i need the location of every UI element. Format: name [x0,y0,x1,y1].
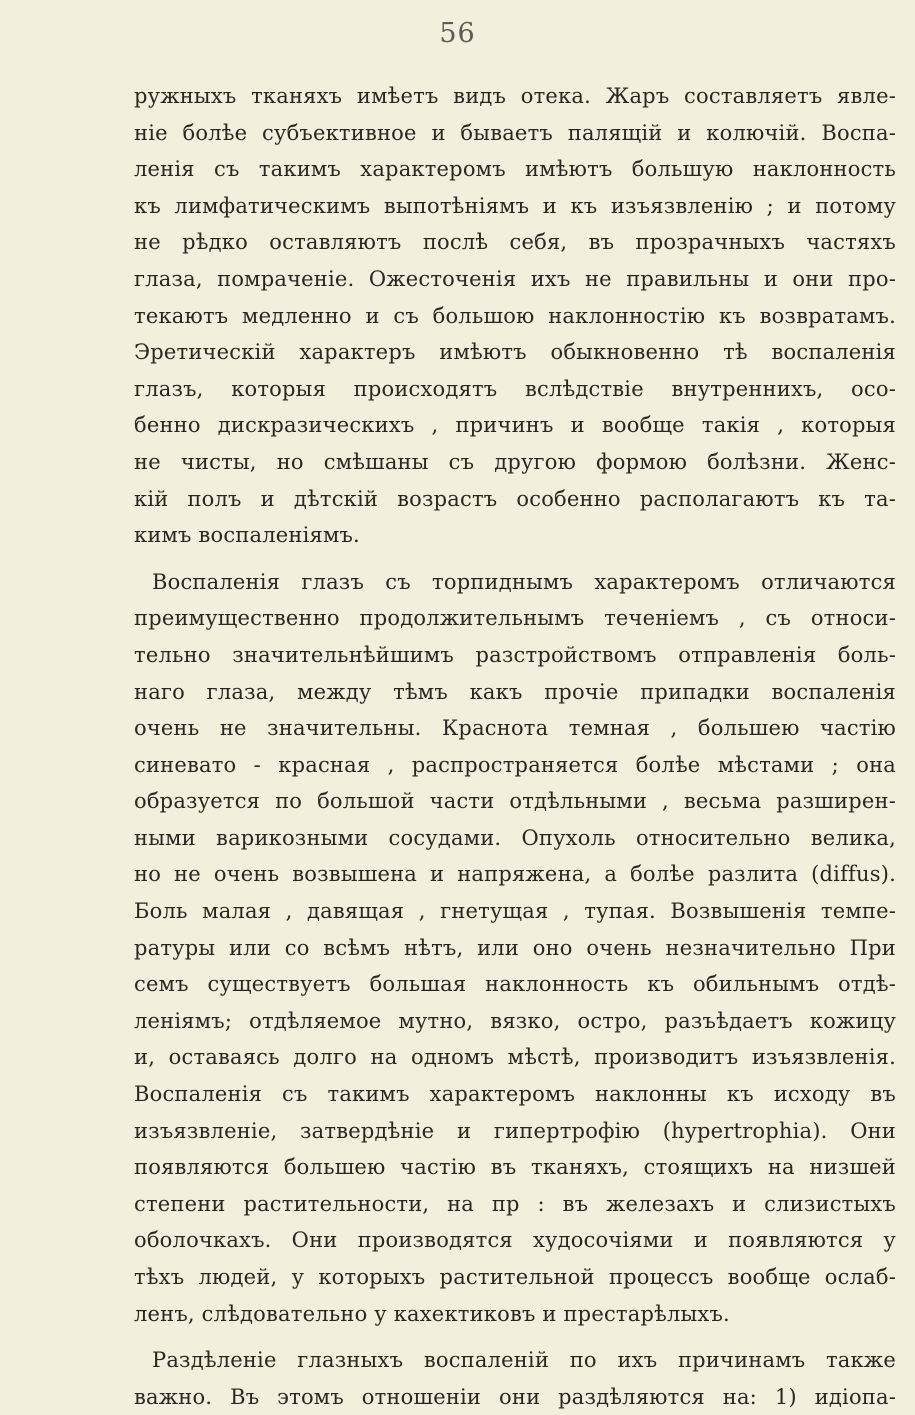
text-line: бенно дискразическихъ , причинъ и вообще такія , которыя [134,413,896,438]
text-line: очень не значительны. Краснота темная , большею частію [134,716,896,741]
text-line: образуется по большой части отдѣльными , весьма разширен- [134,789,896,814]
paragraph-1 [134,78,896,554]
text-line: но не очень возвышена и напряжена, а болѣе разлита (diffus). [134,862,896,887]
text-line: преимущественно продолжительнымъ теченіемъ , съ относи- [134,606,896,631]
text-line: изъязвленіе, затвердѣніе и гипертрофію (hypertrophia). Они [134,1118,896,1143]
text-line: Боль малая , давящая , гнетущая , тупая. Возвышенія темпе- [134,899,896,924]
page-number: 56 [439,18,476,49]
paragraph-2 [134,564,896,1332]
text-line: ратуры или со всѣмъ нѣтъ, или оно очень незначительно При [134,935,896,960]
text-line: Воспаленія съ такимъ характеромъ наклонны къ исходу въ [134,1082,896,1107]
text-line: тѣхъ людей, у которыхъ растительной процессъ вообще ослаб- [134,1265,896,1289]
text-line: и, оставаясь долго на одномъ мѣстѣ, производитъ изъязвленія. [134,1045,896,1070]
text-line: не рѣдко оставляютъ послѣ себя, въ прозрачныхъ частяхъ [134,230,896,255]
text-line: глаза, помраченіе. Ожесточенія ихъ не правильны и они про- [134,266,896,291]
text-line: кій полъ и дѣтскій возрастъ особенно располагаютъ къ та- [134,486,896,511]
text-line: наго глаза, между тѣмъ какъ прочіе припадки воспаленія [134,679,896,704]
text-line: Эретическій характеръ имѣютъ обыкновенно тѣ воспаленія [134,340,896,365]
body-text [134,78,896,1415]
text-line: глазъ, которыя происходятъ вслѣдствіе внутреннихъ, осо- [134,376,896,401]
text-line: появляются большею частію въ тканяхъ, стоящихъ на низшей [134,1155,896,1180]
text-line: леніямъ; отдѣляемое мутно, вязко, остро, разъѣдаетъ кожицу [134,1008,896,1033]
text-line: важно. Въ этомъ отношеніи они раздѣляются на: 1) идіопа- [134,1384,896,1409]
text-line: кимъ воспаленіямъ. [134,523,360,548]
text-line: ленъ, слѣдовательно у кахектиковъ и престарѣлыхъ. [134,1301,730,1326]
text-line: степени растительности, на пр : въ железахъ и слизистыхъ [134,1191,896,1216]
text-line: семъ существуетъ большая наклонность къ обильнымъ отдѣ- [134,972,896,997]
text-line: Раздѣленіе глазныхъ воспаленій по ихъ причинамъ также [152,1348,896,1373]
text-line: ружныхъ тканяхъ имѣетъ видъ отека. Жаръ составляетъ явле- [134,84,896,108]
text-line: текаютъ медленно и съ большою наклонностію къ возвратамъ. [134,303,896,328]
text-line: ленія съ такимъ характеромъ имѣютъ большую наклонность [134,157,896,182]
text-line: Воспаленія глазъ съ торпиднымъ характеромъ отличаются [152,569,896,594]
text-line: къ лимфатическимъ выпотѣніямъ и къ изъязвленію ; и потому [134,193,896,218]
text-line: не чисты, но смѣшаны съ другою формою болѣзни. Женс- [134,449,896,474]
text-line: синевато - красная , распространяется болѣе мѣстами ; она [134,752,896,777]
text-line: ными варикозными сосудами. Опухоль относительно велика, [134,825,896,850]
text-line: тельно значительнѣйшимъ разстройствомъ отправленія боль- [134,642,896,667]
text-line: ніе болѣе субъективное и бываетъ палящій и колючій. Воспа- [134,120,896,145]
text-line: оболочкахъ. Они производятся худосочіями и появляются у [134,1228,896,1253]
paragraph-3 [134,1342,896,1415]
